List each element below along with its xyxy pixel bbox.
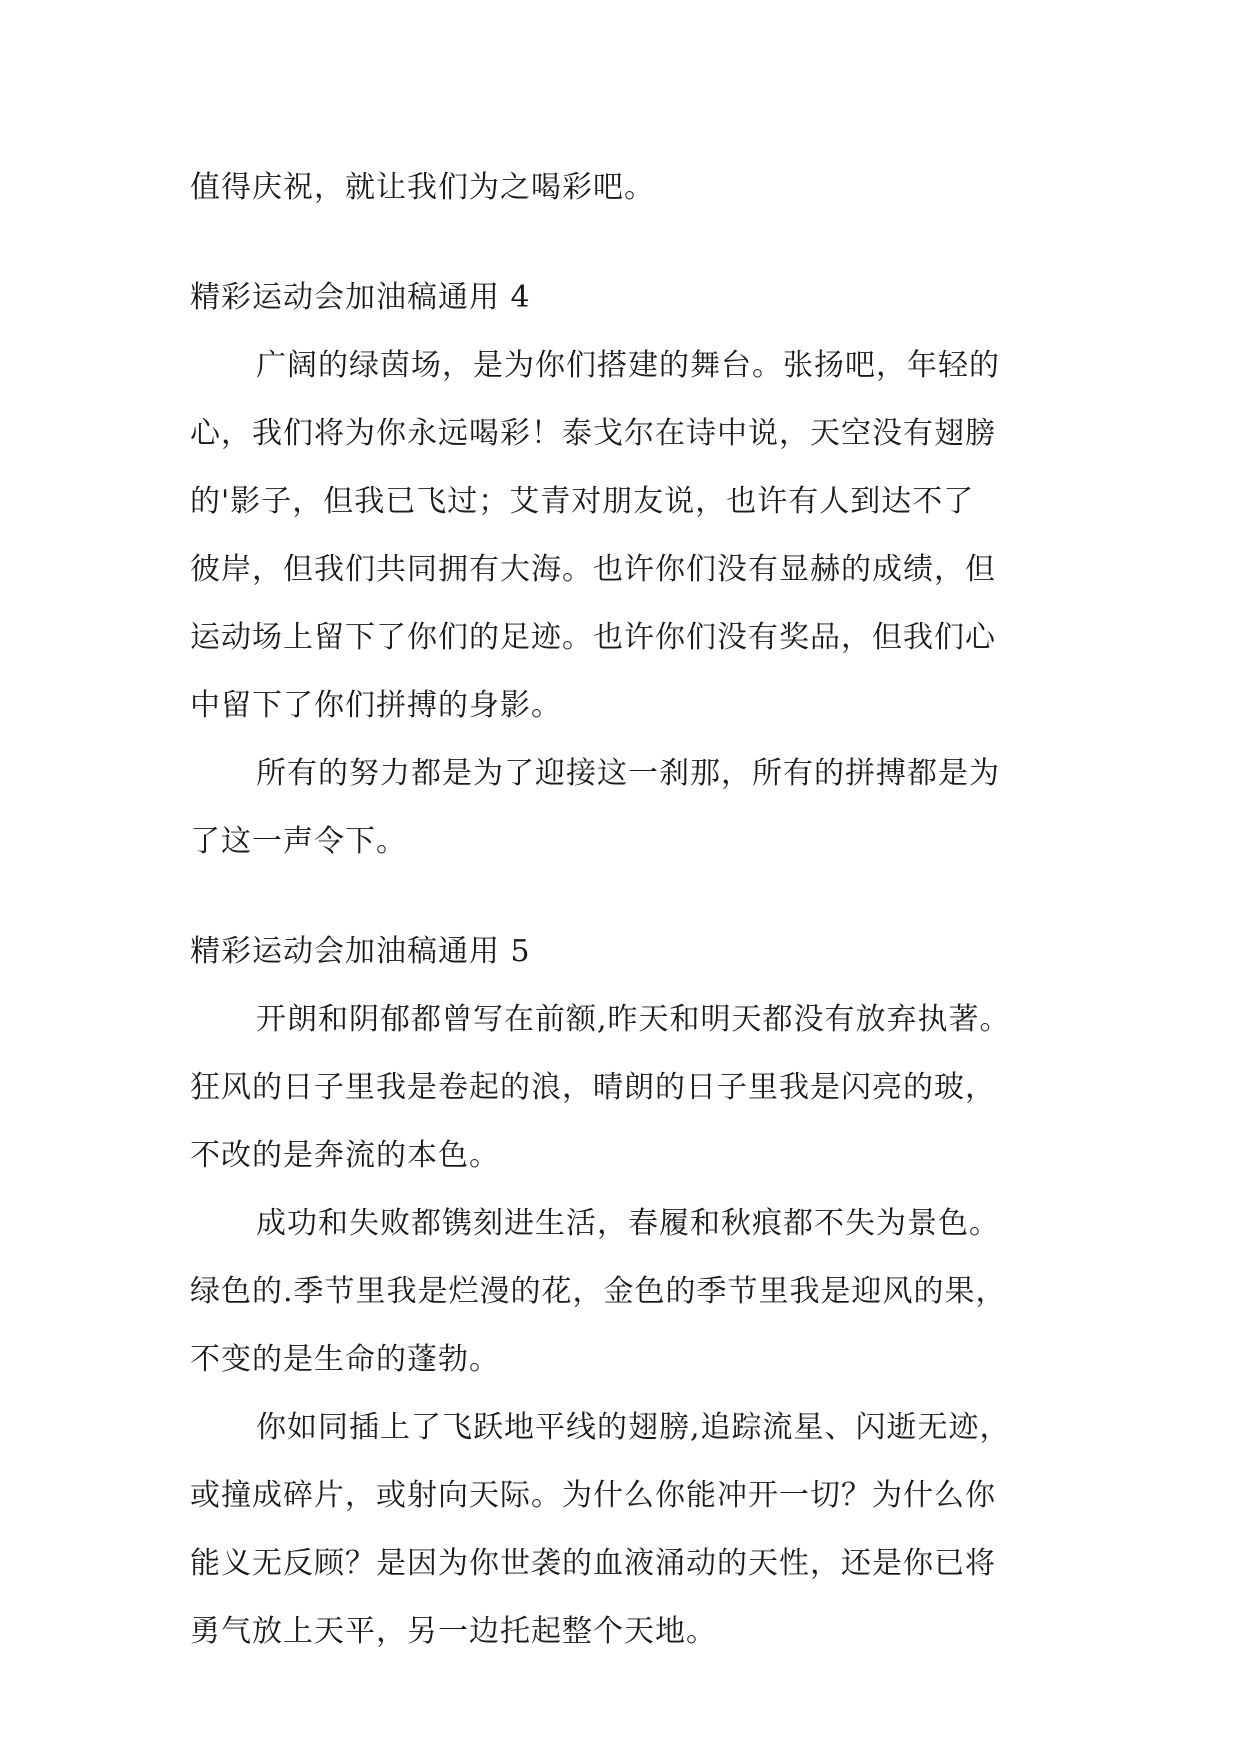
paragraph-line: 开朗和阴郁都曾写在前额,昨天和明天都没有放弃执著。 [256,1002,1011,1037]
paragraph-line: 心，我们将为你永远喝彩！泰戈尔在诗中说，天空没有翅膀 [190,416,996,451]
paragraph-line: 运动场上留下了你们的足迹。也许你们没有奖品，但我们心 [190,620,996,655]
section-5 [190,918,1060,1666]
paragraph [190,332,1060,740]
paragraph-line: 所有的努力都是为了迎接这一刹那，所有的拼搏都是为 [256,756,1000,791]
section-gap [190,876,1060,918]
section-heading: 精彩运动会加油稿通用 4 [190,280,531,315]
paragraph-line: 不变的是生命的蓬勃。 [190,1342,500,1377]
paragraph-line: 勇气放上天平，另一边托起整个天地。 [190,1614,717,1649]
section-heading: 精彩运动会加油稿通用 5 [190,934,531,969]
paragraph [190,1394,1060,1666]
paragraph-line: 中留下了你们拼搏的身影。 [190,688,562,723]
intro-tail-line: 值得庆祝，就让我们为之喝彩吧。 [190,170,655,205]
paragraph [190,740,1060,876]
paragraph-line: 成功和失败都镌刻进生活，春履和秋痕都不失为景色。 [256,1206,1000,1241]
paragraph-line: 广阔的绿茵场，是为你们搭建的舞台。张扬吧，年轻的 [256,348,1000,383]
document-body [190,154,1060,1666]
paragraph-line: 绿色的.季节里我是烂漫的花，金色的季节里我是迎风的果， [190,1274,1007,1309]
paragraph-line: 的'影子，但我已飞过；艾青对朋友说，也许有人到达不了 [190,484,975,519]
section-gap [190,222,1060,264]
section-4 [190,264,1060,876]
paragraph-line: 你如同插上了飞跃地平线的翅膀,追踪流星、闪逝无迹， [256,1410,1011,1445]
paragraph-line: 了这一声令下。 [190,824,407,859]
paragraph-line: 或撞成碎片，或射向天际。为什么你能冲开一切？为什么你 [190,1478,996,1513]
paragraph-line: 彼岸，但我们共同拥有大海。也许你们没有显赫的成绩，但 [190,552,996,587]
paragraph-line: 能义无反顾？是因为你世袭的血液涌动的天性，还是你已将 [190,1546,996,1581]
paragraph-line: 狂风的日子里我是卷起的浪，晴朗的日子里我是闪亮的玻， [190,1070,996,1105]
paragraph [190,1190,1060,1394]
paragraph-line: 不改的是奔流的本色。 [190,1138,500,1173]
paragraph [190,986,1060,1190]
